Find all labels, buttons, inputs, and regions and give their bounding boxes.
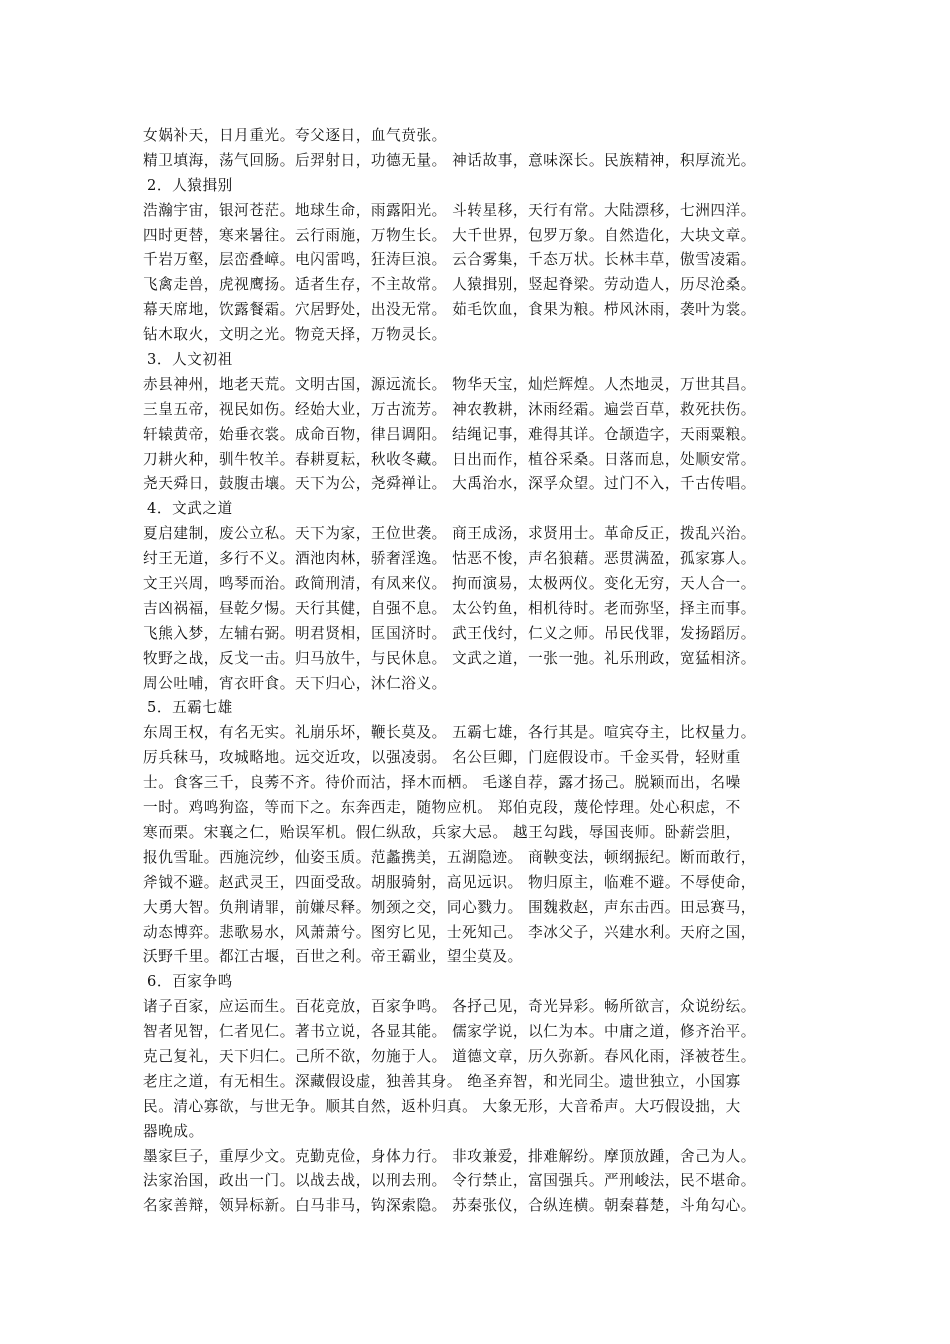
section-heading: 2．人猿揖别 — [147, 176, 233, 194]
text-line: 东周王权，有名无实。礼崩乐坏，鞭长莫及。 五霸七雄，各行其是。喧宾夺主，比权量力。 — [143, 724, 756, 742]
text-line: 厉兵秣马，攻城略地。远交近攻，以强凌弱。 名公巨卿，门庭假设市。千金买骨，轻财重 — [143, 749, 741, 767]
text-line: 文王兴周，鸣琴而治。政简刑清，有凤来仪。 拘而演易，太极两仪。变化无穷，天人合一。 — [143, 575, 756, 593]
text-line: 四时更替，寒来暑往。云行雨施，万物生长。 大千世界，包罗万象。自然造化，大块文章。 — [143, 226, 756, 244]
text-line: 斧钺不避。赵武灵王，四面受敌。胡服骑射，高见远识。 物归原主，临难不避。不辱使命， — [143, 873, 756, 891]
text-line: 赤县神州，地老天荒。文明古国，源远流长。 物华天宝，灿烂辉煌。人杰地灵，万世其昌。 — [143, 375, 756, 393]
text-line: 一时。鸡鸣狗盗，等而下之。东奔西走，随物应机。 郑伯克段，蔑伦悖理。处心积虑，不 — [143, 799, 741, 817]
text-line: 浩瀚宇宙，银河苍茫。地球生命，雨露阳光。 斗转星移，天行有常。大陆漂移，七洲四洋。 — [143, 201, 756, 219]
document-page — [143, 124, 828, 1219]
text-line: 女娲补天，日月重光。夸父逐日，血气贲张。 — [143, 127, 447, 144]
text-line: 纣王无道，多行不义。酒池肉林，骄奢淫逸。 怙恶不悛，声名狼藉。恶贯满盈，孤家寡人。 — [143, 550, 756, 568]
text-line: 寒而栗。宋襄之仁，贻误军机。假仁纵敌，兵家大忌。 越王勾践，辱国丧师。卧薪尝胆， — [143, 823, 741, 841]
section-heading: 6．百家争鸣 — [147, 973, 233, 991]
text-line: 尧天舜日，鼓腹击壤。天下为公，尧舜禅让。 大禹治水，深孚众望。过门不入，千古传唱。 — [143, 475, 756, 493]
text-line: 精卫填海，荡气回肠。后羿射日，功德无量。 神话故事，意味深长。民族精神，积厚流光。 — [143, 151, 756, 169]
text-line: 幕天席地，饮露餐霜。穴居野处，出没无常。 茹毛饮血，食果为粮。栉风沐雨，袭叶为裳。 — [143, 301, 756, 319]
text-line: 轩辕黄帝，始垂衣裳。成命百物，律吕调阳。 结绳记事，难得其详。仓颉造字，天雨粟粮。 — [143, 425, 756, 443]
text-line: 沃野千里。都江古堰，百世之利。帝王霸业，望尘莫及。 — [143, 948, 523, 966]
text-line: 士。食客三千，良莠不齐。待价而沽，择木而栖。 毛遂自荐，露才扬己。脱颖而出，名噪 — [143, 774, 741, 792]
text-line: 大勇大智。负荆请罪，前嫌尽释。刎颈之交，同心戮力。 围魏救赵，声东击西。田忌赛马， — [143, 898, 756, 916]
text-line: 周公吐哺，宵衣旰食。天下归心，沐仁浴义。 — [143, 674, 447, 692]
text-line: 民。清心寡欲，与世无争。顺其自然，返朴归真。 大象无形，大音希声。大巧假设拙，大 — [143, 1097, 741, 1115]
text-line: 克己复礼，天下归仁。己所不欲，勿施于人。 道德文章，历久弥新。春风化雨，泽被苍生。 — [143, 1047, 756, 1065]
text-line: 器晚成。 — [143, 1122, 204, 1140]
text-line: 飞熊入梦，左辅右弼。明君贤相，匡国济时。 武王伐纣，仁义之师。吊民伐罪，发扬蹈厉。 — [143, 624, 756, 642]
text-line: 报仇雪耻。西施浣纱，仙姿玉质。范蠡携美，五湖隐迹。 商鞅变法，顿纲振纪。断而敢行， — [143, 848, 756, 866]
text-line: 法家治国，政出一门。以战去战，以刑去刑。 令行禁止，富国强兵。严刑峻法，民不堪命。 — [143, 1172, 756, 1190]
text-line: 墨家巨子，重厚少文。克勤克俭，身体力行。 非攻兼爱，排难解纷。摩顶放踵，舍己为人。 — [143, 1147, 756, 1165]
section-heading: 4．文武之道 — [147, 500, 233, 518]
section-heading: 5．五霸七雄 — [147, 699, 233, 717]
text-line: 千岩万壑，层峦叠嶂。电闪雷鸣，狂涛巨浪。 云合雾集，千态万状。长林丰草，傲雪凌霜。 — [143, 251, 756, 269]
text-line: 老庄之道，有无相生。深藏假设虚，独善其身。 绝圣弃智，和光同尘。遗世独立，小国寡 — [143, 1072, 741, 1090]
text-line: 飞禽走兽，虎视鹰扬。适者生存，不主故常。 人猿揖别，竖起脊梁。劳动造人，历尽沧桑。 — [143, 276, 756, 294]
text-line: 钻木取火，文明之光。物竞天择，万物灵长。 — [143, 326, 447, 344]
text-line: 夏启建制，废公立私。天下为家，王位世袭。 商王成汤，求贤用士。革命反正，拨乱兴治。 — [143, 525, 756, 543]
text-line: 牧野之战，反戈一击。归马放牛，与民休息。 文武之道，一张一弛。礼乐刑政，宽猛相济。 — [143, 649, 756, 667]
section-heading: 3．人文初祖 — [147, 351, 233, 369]
text-line: 三皇五帝，视民如伤。经始大业，万古流芳。 神农教耕，沐雨经霜。遍尝百草，救死扶伤。 — [143, 400, 756, 418]
text-line: 名家善辩，领异标新。白马非马，钩深索隐。 苏秦张仪，合纵连横。朝秦暮楚，斗角勾心。 — [143, 1197, 756, 1215]
text-line: 诸子百家，应运而生。百花竞放，百家争鸣。 各抒己见，奇光异彩。畅所欲言，众说纷纭。 — [143, 998, 756, 1016]
text-line: 吉凶祸福，昼乾夕惕。天行其健，自强不息。 太公钓鱼，相机待时。老而弥坚，择主而事。 — [143, 599, 756, 617]
text-line: 智者见智，仁者见仁。著书立说，各显其能。 儒家学说，以仁为本。中庸之道，修齐治平。 — [143, 1023, 756, 1041]
text-line: 刀耕火种，驯牛牧羊。春耕夏耘，秋收冬藏。 日出而作，植谷采桑。日落而息，处顺安常。 — [143, 450, 756, 468]
text-line: 动态博弈。悲歌易水，风萧萧兮。图穷匕见，士死知己。 李冰父子，兴建水利。天府之国， — [143, 923, 756, 941]
